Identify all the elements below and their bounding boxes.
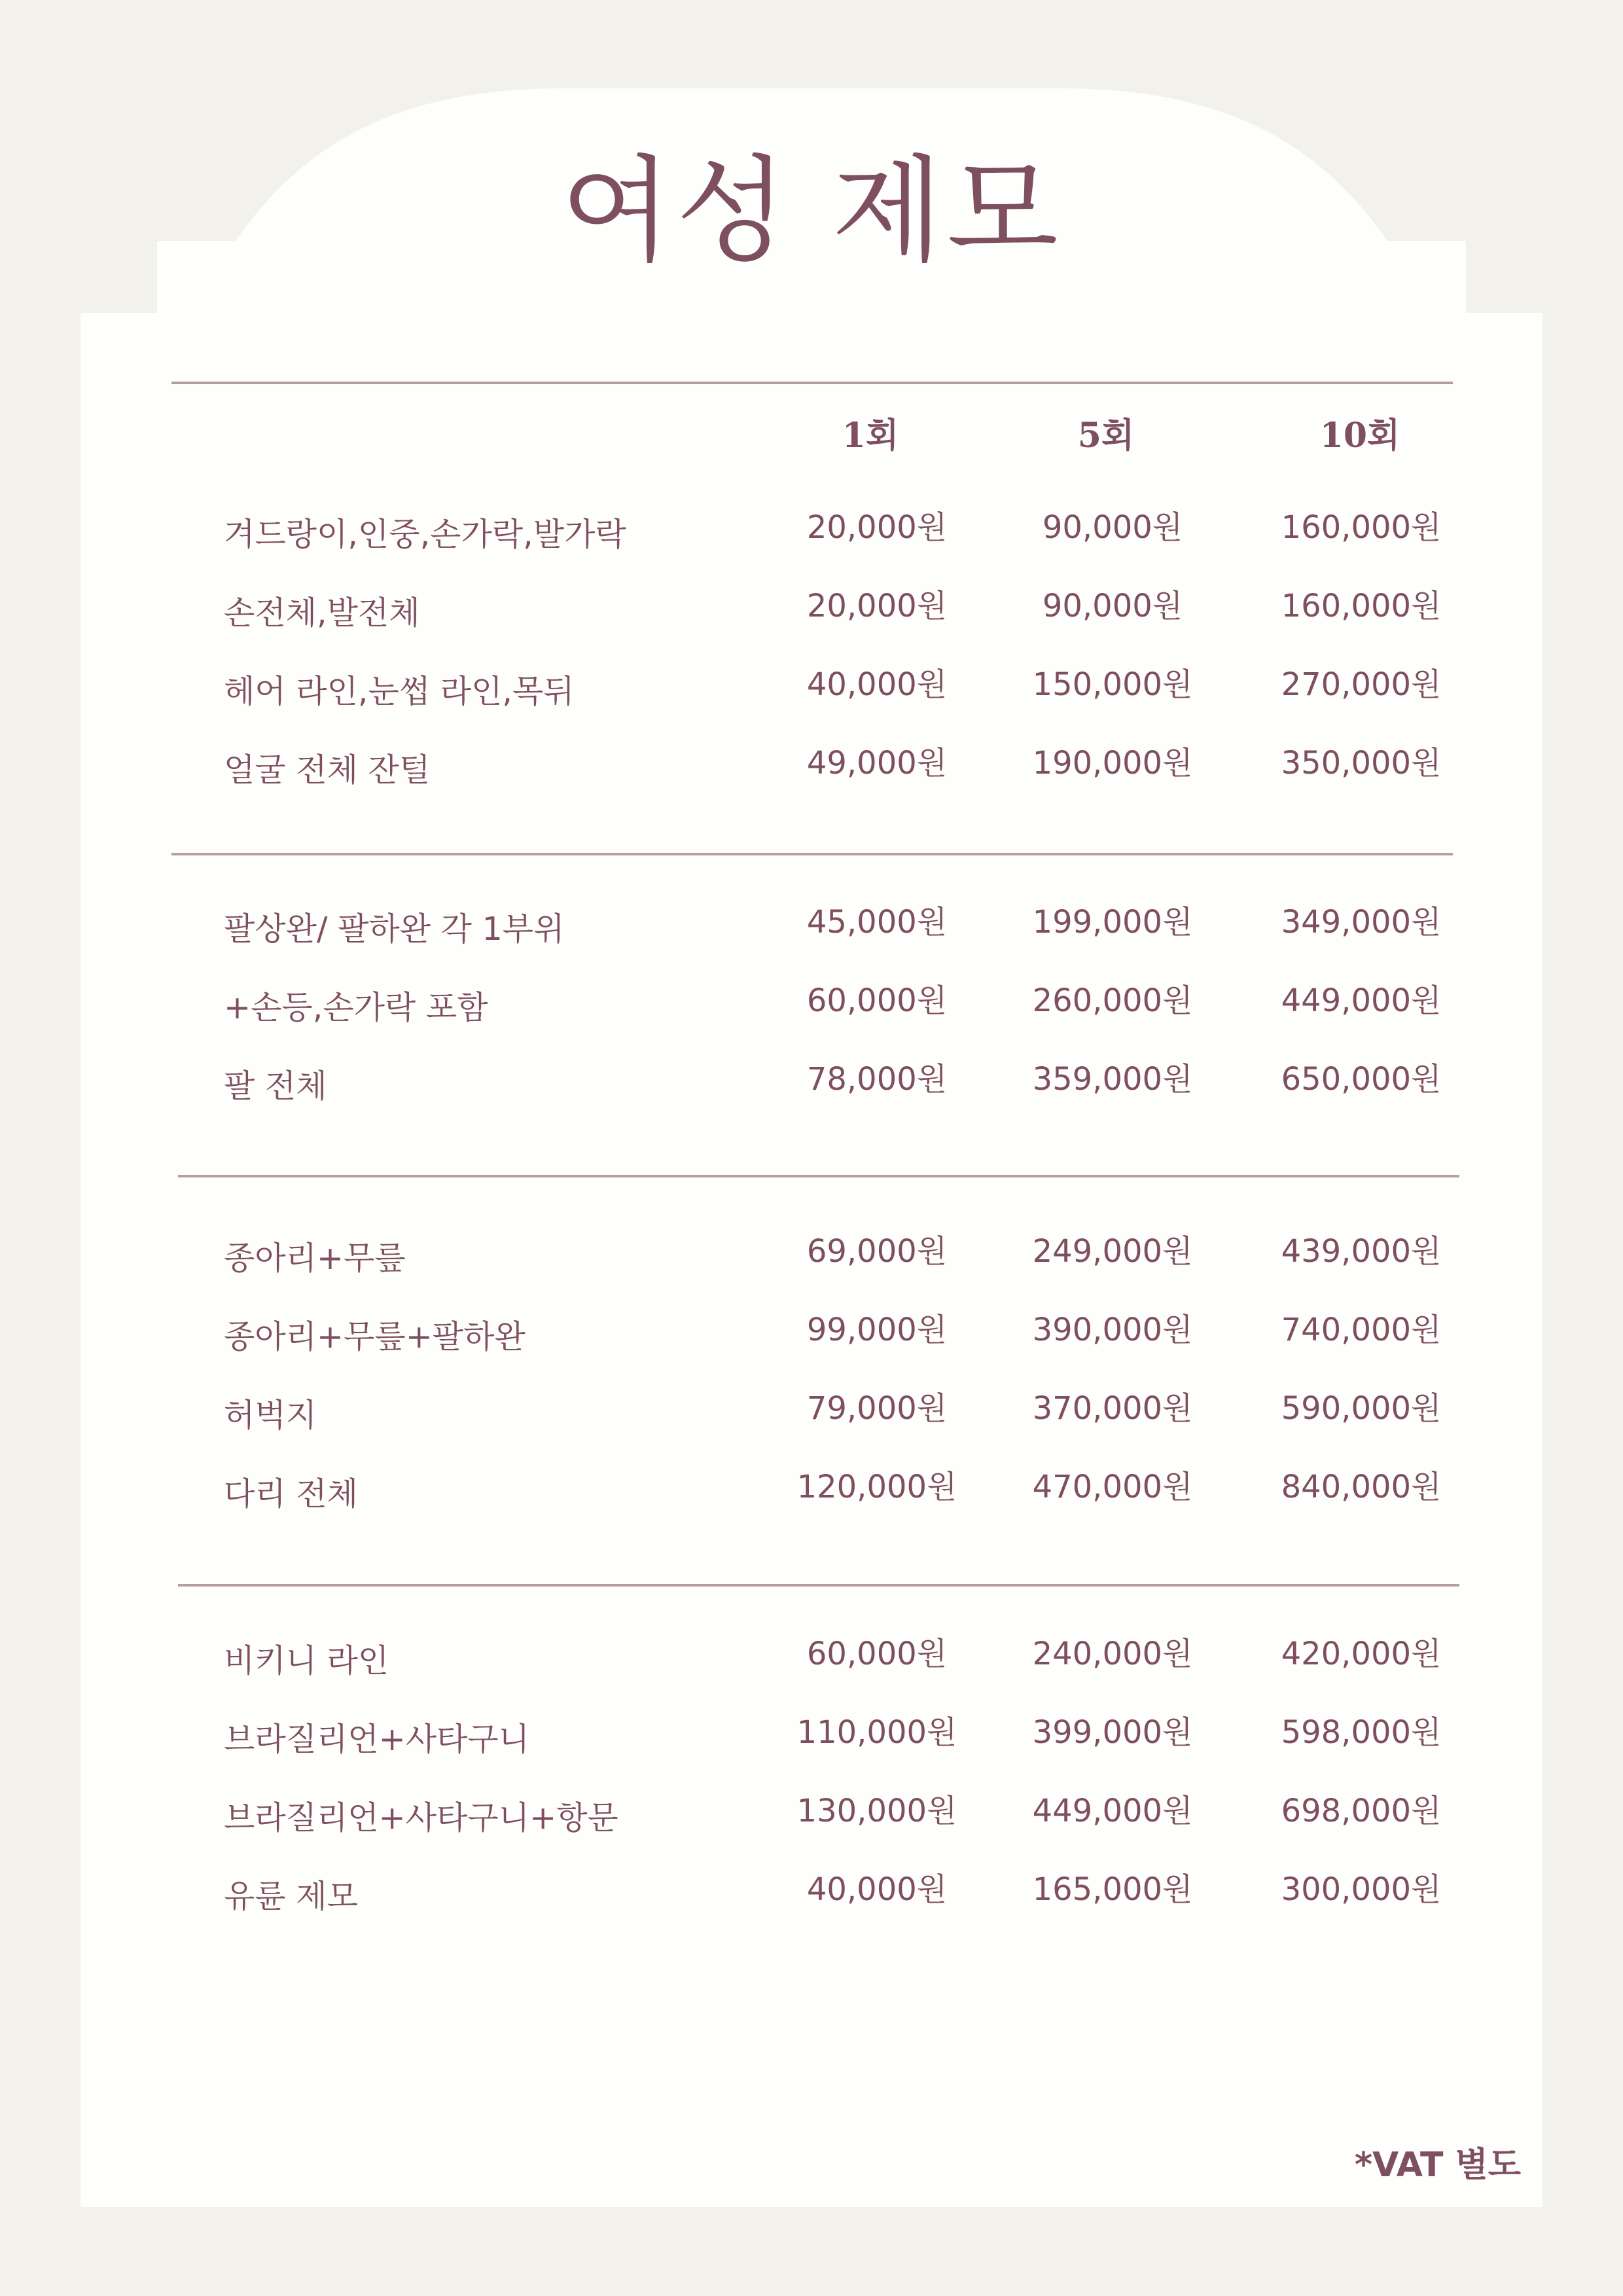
price-1-session: 79,000원 — [806, 1390, 948, 1427]
price-5-session: 199,000원 — [1032, 904, 1193, 941]
price-10-session: 350,000원 — [1281, 745, 1442, 781]
price-10-session: 840,000원 — [1281, 1469, 1442, 1505]
column-header-5: 5회 — [1077, 416, 1135, 456]
price-5-session: 90,000원 — [1042, 509, 1183, 546]
price-5-session: 240,000원 — [1032, 1636, 1193, 1672]
treatment-name: 손전체,발전체 — [224, 594, 420, 632]
table-row — [0, 1871, 1623, 1926]
price-10-session: 439,000원 — [1281, 1233, 1442, 1270]
price-10-session: 740,000원 — [1281, 1312, 1442, 1348]
price-10-session: 420,000원 — [1281, 1636, 1442, 1672]
divider-top — [171, 382, 1453, 384]
price-10-session: 590,000원 — [1281, 1390, 1442, 1427]
table-row — [0, 747, 1623, 800]
treatment-name: 브라질리언+사타구니+항문 — [224, 1799, 618, 1837]
price-10-session: 698,000원 — [1281, 1793, 1442, 1829]
price-5-session: 165,000원 — [1032, 1871, 1193, 1908]
treatment-name: 브라질리언+사타구니 — [224, 1721, 530, 1758]
table-row — [0, 1314, 1623, 1367]
price-10-session: 449,000원 — [1281, 982, 1442, 1019]
column-header-1: 1회 — [842, 416, 899, 456]
price-1-session: 60,000원 — [806, 1636, 948, 1672]
treatment-name: 다리 전체 — [224, 1475, 358, 1513]
price-5-session: 150,000원 — [1032, 666, 1193, 703]
column-header-10: 10회 — [1319, 416, 1400, 456]
divider-1 — [171, 853, 1453, 855]
price-1-session: 40,000원 — [806, 1871, 948, 1908]
price-10-session: 650,000원 — [1281, 1061, 1442, 1098]
price-5-session: 399,000원 — [1032, 1714, 1193, 1751]
treatment-name: 팔상완/ 팔하완 각 1부위 — [224, 910, 565, 948]
vat-note: *VAT 별도 — [1354, 2145, 1521, 2185]
price-1-session: 69,000원 — [806, 1233, 948, 1270]
treatment-name: 헤어 라인,눈썹 라인,목뒤 — [224, 673, 575, 710]
price-5-session: 370,000원 — [1032, 1390, 1193, 1427]
price-5-session: 449,000원 — [1032, 1793, 1193, 1829]
treatment-name: 얼굴 전체 잔털 — [224, 751, 431, 789]
price-10-session: 598,000원 — [1281, 1714, 1442, 1751]
treatment-name: 종아리+무릎+팔하완 — [224, 1318, 526, 1355]
price-5-session: 260,000원 — [1032, 982, 1193, 1019]
treatment-name: 팔 전체 — [224, 1067, 327, 1105]
treatment-name: 유륜 제모 — [224, 1878, 358, 1915]
price-1-session: 20,000원 — [806, 588, 948, 624]
price-1-session: 49,000원 — [806, 745, 948, 781]
table-row — [0, 509, 1623, 564]
treatment-name: 비키니 라인 — [224, 1642, 389, 1679]
treatment-name: 겨드랑이,인중,손가락,발가락 — [224, 516, 626, 553]
price-5-session: 90,000원 — [1042, 588, 1183, 624]
price-1-session: 99,000원 — [806, 1312, 948, 1348]
price-10-session: 160,000원 — [1281, 588, 1442, 624]
price-10-session: 300,000원 — [1281, 1871, 1442, 1908]
price-10-session: 270,000원 — [1281, 666, 1442, 703]
table-row — [0, 982, 1623, 1037]
table-row — [0, 1714, 1623, 1769]
table-row — [0, 906, 1623, 959]
price-1-session: 45,000원 — [806, 904, 948, 941]
price-1-session: 130,000원 — [796, 1793, 957, 1829]
price-5-session: 359,000원 — [1032, 1061, 1193, 1098]
table-row — [0, 1638, 1623, 1691]
price-1-session: 20,000원 — [806, 509, 948, 546]
price-1-session: 110,000원 — [796, 1714, 957, 1751]
page-title: 여성 제모 — [560, 144, 1062, 278]
treatment-name: 종아리+무릎 — [224, 1240, 406, 1277]
divider-2 — [178, 1175, 1459, 1177]
price-1-session: 120,000원 — [796, 1469, 957, 1505]
divider-3 — [178, 1584, 1459, 1587]
price-5-session: 249,000원 — [1032, 1233, 1193, 1270]
treatment-name: +손등,손가락 포함 — [224, 989, 488, 1026]
table-row — [0, 1390, 1623, 1445]
table-row — [0, 1233, 1623, 1288]
table-row — [0, 1061, 1623, 1116]
table-row — [0, 1795, 1623, 1848]
price-1-session: 78,000원 — [806, 1061, 948, 1098]
table-row — [0, 590, 1623, 643]
table-row — [0, 1471, 1623, 1524]
price-5-session: 390,000원 — [1032, 1312, 1193, 1348]
price-10-session: 160,000원 — [1281, 509, 1442, 546]
price-5-session: 190,000원 — [1032, 745, 1193, 781]
treatment-name: 허벅지 — [224, 1397, 317, 1434]
price-5-session: 470,000원 — [1032, 1469, 1193, 1505]
table-row — [0, 666, 1623, 721]
price-1-session: 60,000원 — [806, 982, 948, 1019]
price-10-session: 349,000원 — [1281, 904, 1442, 941]
price-1-session: 40,000원 — [806, 666, 948, 703]
